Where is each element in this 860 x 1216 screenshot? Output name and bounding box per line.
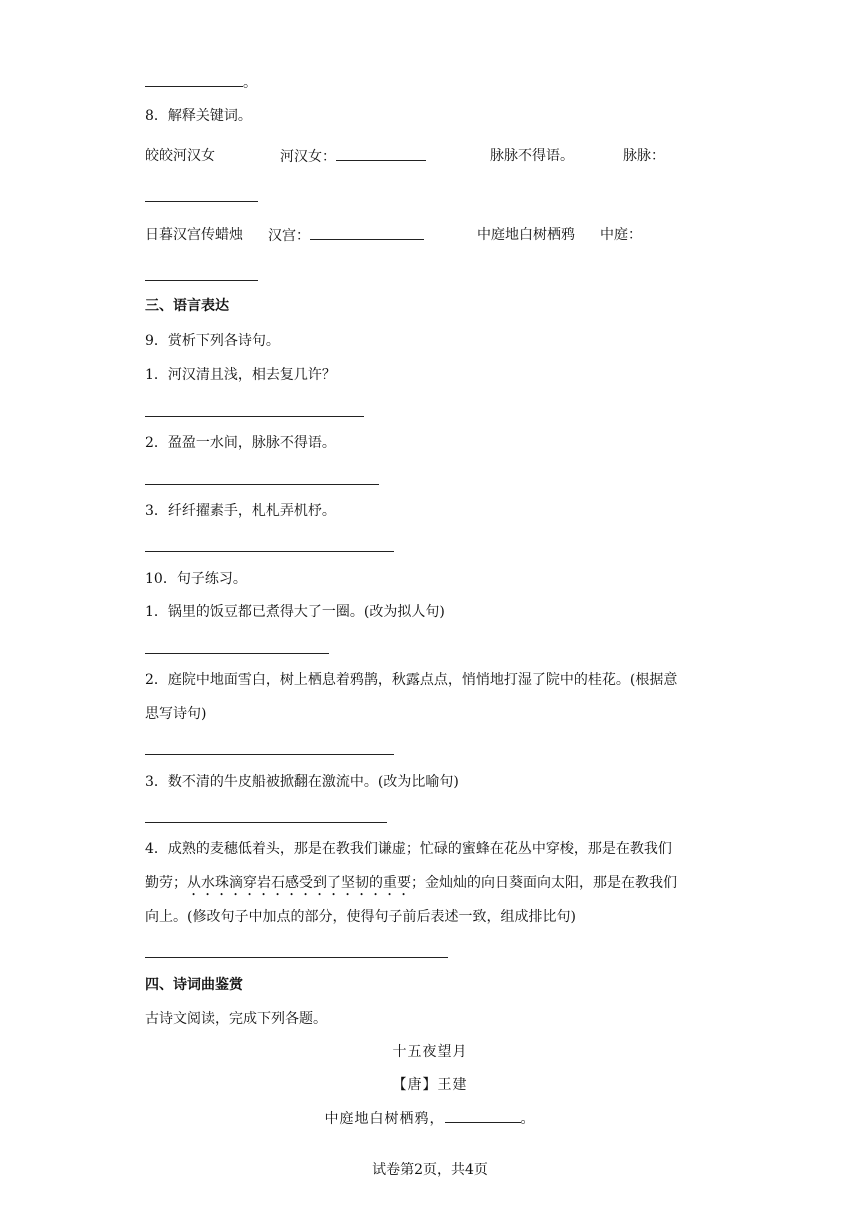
answer-blank[interactable]: [145, 280, 258, 281]
q8-term-1: 皎皎河汉女: [145, 148, 215, 164]
question-9-title: 9．赏析下列各诗句。: [145, 333, 280, 349]
reading-intro: 古诗文阅读，完成下列各题。: [145, 1011, 327, 1027]
answer-blank[interactable]: [145, 957, 448, 958]
question-10-title: 10．句子练习。: [145, 571, 247, 587]
question-8-title: 8．解释关键词。: [145, 108, 252, 124]
q10-sentence-4: 4．成熟的麦穗低着头，那是在教我们谦虚；忙碌的蜜蜂在花丛中穿梭，那是在教我们: [145, 841, 672, 857]
q10-sentence-4-end: 向上。(修改句子中加点的部分，使得句子前后表述一致，组成排比句): [145, 909, 576, 925]
q10-sentence-4-cont: 勤劳；从水珠滴穿岩石感受到了坚韧的重要；金灿灿的向日葵面向太阳，那是在教我们: [145, 875, 677, 891]
answer-blank[interactable]: [145, 201, 258, 202]
q8-term-4: 中庭地白树栖鸦: [477, 227, 575, 243]
poem-author: 【唐】王建: [392, 1077, 468, 1093]
answer-blank[interactable]: [145, 72, 243, 87]
q9-item-2: 2．盈盈一水间，脉脉不得语。: [145, 435, 336, 451]
answer-blank[interactable]: [336, 146, 426, 161]
top-continuation: 。: [145, 72, 257, 93]
q8-term-2-label: 脉脉：: [623, 148, 665, 164]
q8-term-2: 脉脉不得语。: [490, 148, 574, 164]
q8-term-4-label: 中庭：: [600, 227, 642, 243]
answer-blank[interactable]: [310, 225, 424, 240]
answer-blank[interactable]: [145, 822, 387, 823]
answer-blank[interactable]: [145, 551, 394, 552]
page-footer: 试卷第2页，共4页: [372, 1162, 488, 1178]
q9-item-3: 3．纤纤擢素手，札札弄机杼。: [145, 503, 336, 519]
q10-sentence-1: 1．锅里的饭豆都已煮得大了一圈。(改为拟人句): [145, 604, 445, 620]
section-3-title: 三、语言表达: [145, 298, 229, 314]
answer-blank[interactable]: [145, 754, 394, 755]
q8-term-3: 日暮汉宫传蜡烛: [145, 227, 243, 243]
q10-sentence-3: 3．数不清的牛皮船被掀翻在激流中。(改为比喻句): [145, 774, 459, 790]
answer-blank[interactable]: [145, 653, 329, 654]
poem-line-1: 中庭地白树栖鸦， 。: [0, 1108, 860, 1129]
section-4-title: 四、诗词曲鉴赏: [145, 977, 243, 993]
q8-term-3-label: 汉宫：: [268, 225, 424, 246]
dotted-phrase: 从水珠滴穿岩石感受到了坚韧的重要: [187, 875, 411, 891]
q9-item-1: 1．河汉清且浅，相去复几许？: [145, 367, 336, 383]
q10-sentence-2: 2．庭院中地面雪白，树上栖息着鸦鹊，秋露点点，悄悄地打湿了院中的桂花。(根据意: [145, 672, 678, 688]
answer-blank[interactable]: [145, 484, 379, 485]
q8-term-1-label: 河汉女：: [280, 146, 426, 167]
answer-blank[interactable]: [145, 416, 364, 417]
q10-sentence-2-cont: 思写诗句): [145, 706, 207, 722]
answer-blank[interactable]: [445, 1108, 521, 1123]
poem-title: 十五夜望月: [392, 1044, 468, 1060]
